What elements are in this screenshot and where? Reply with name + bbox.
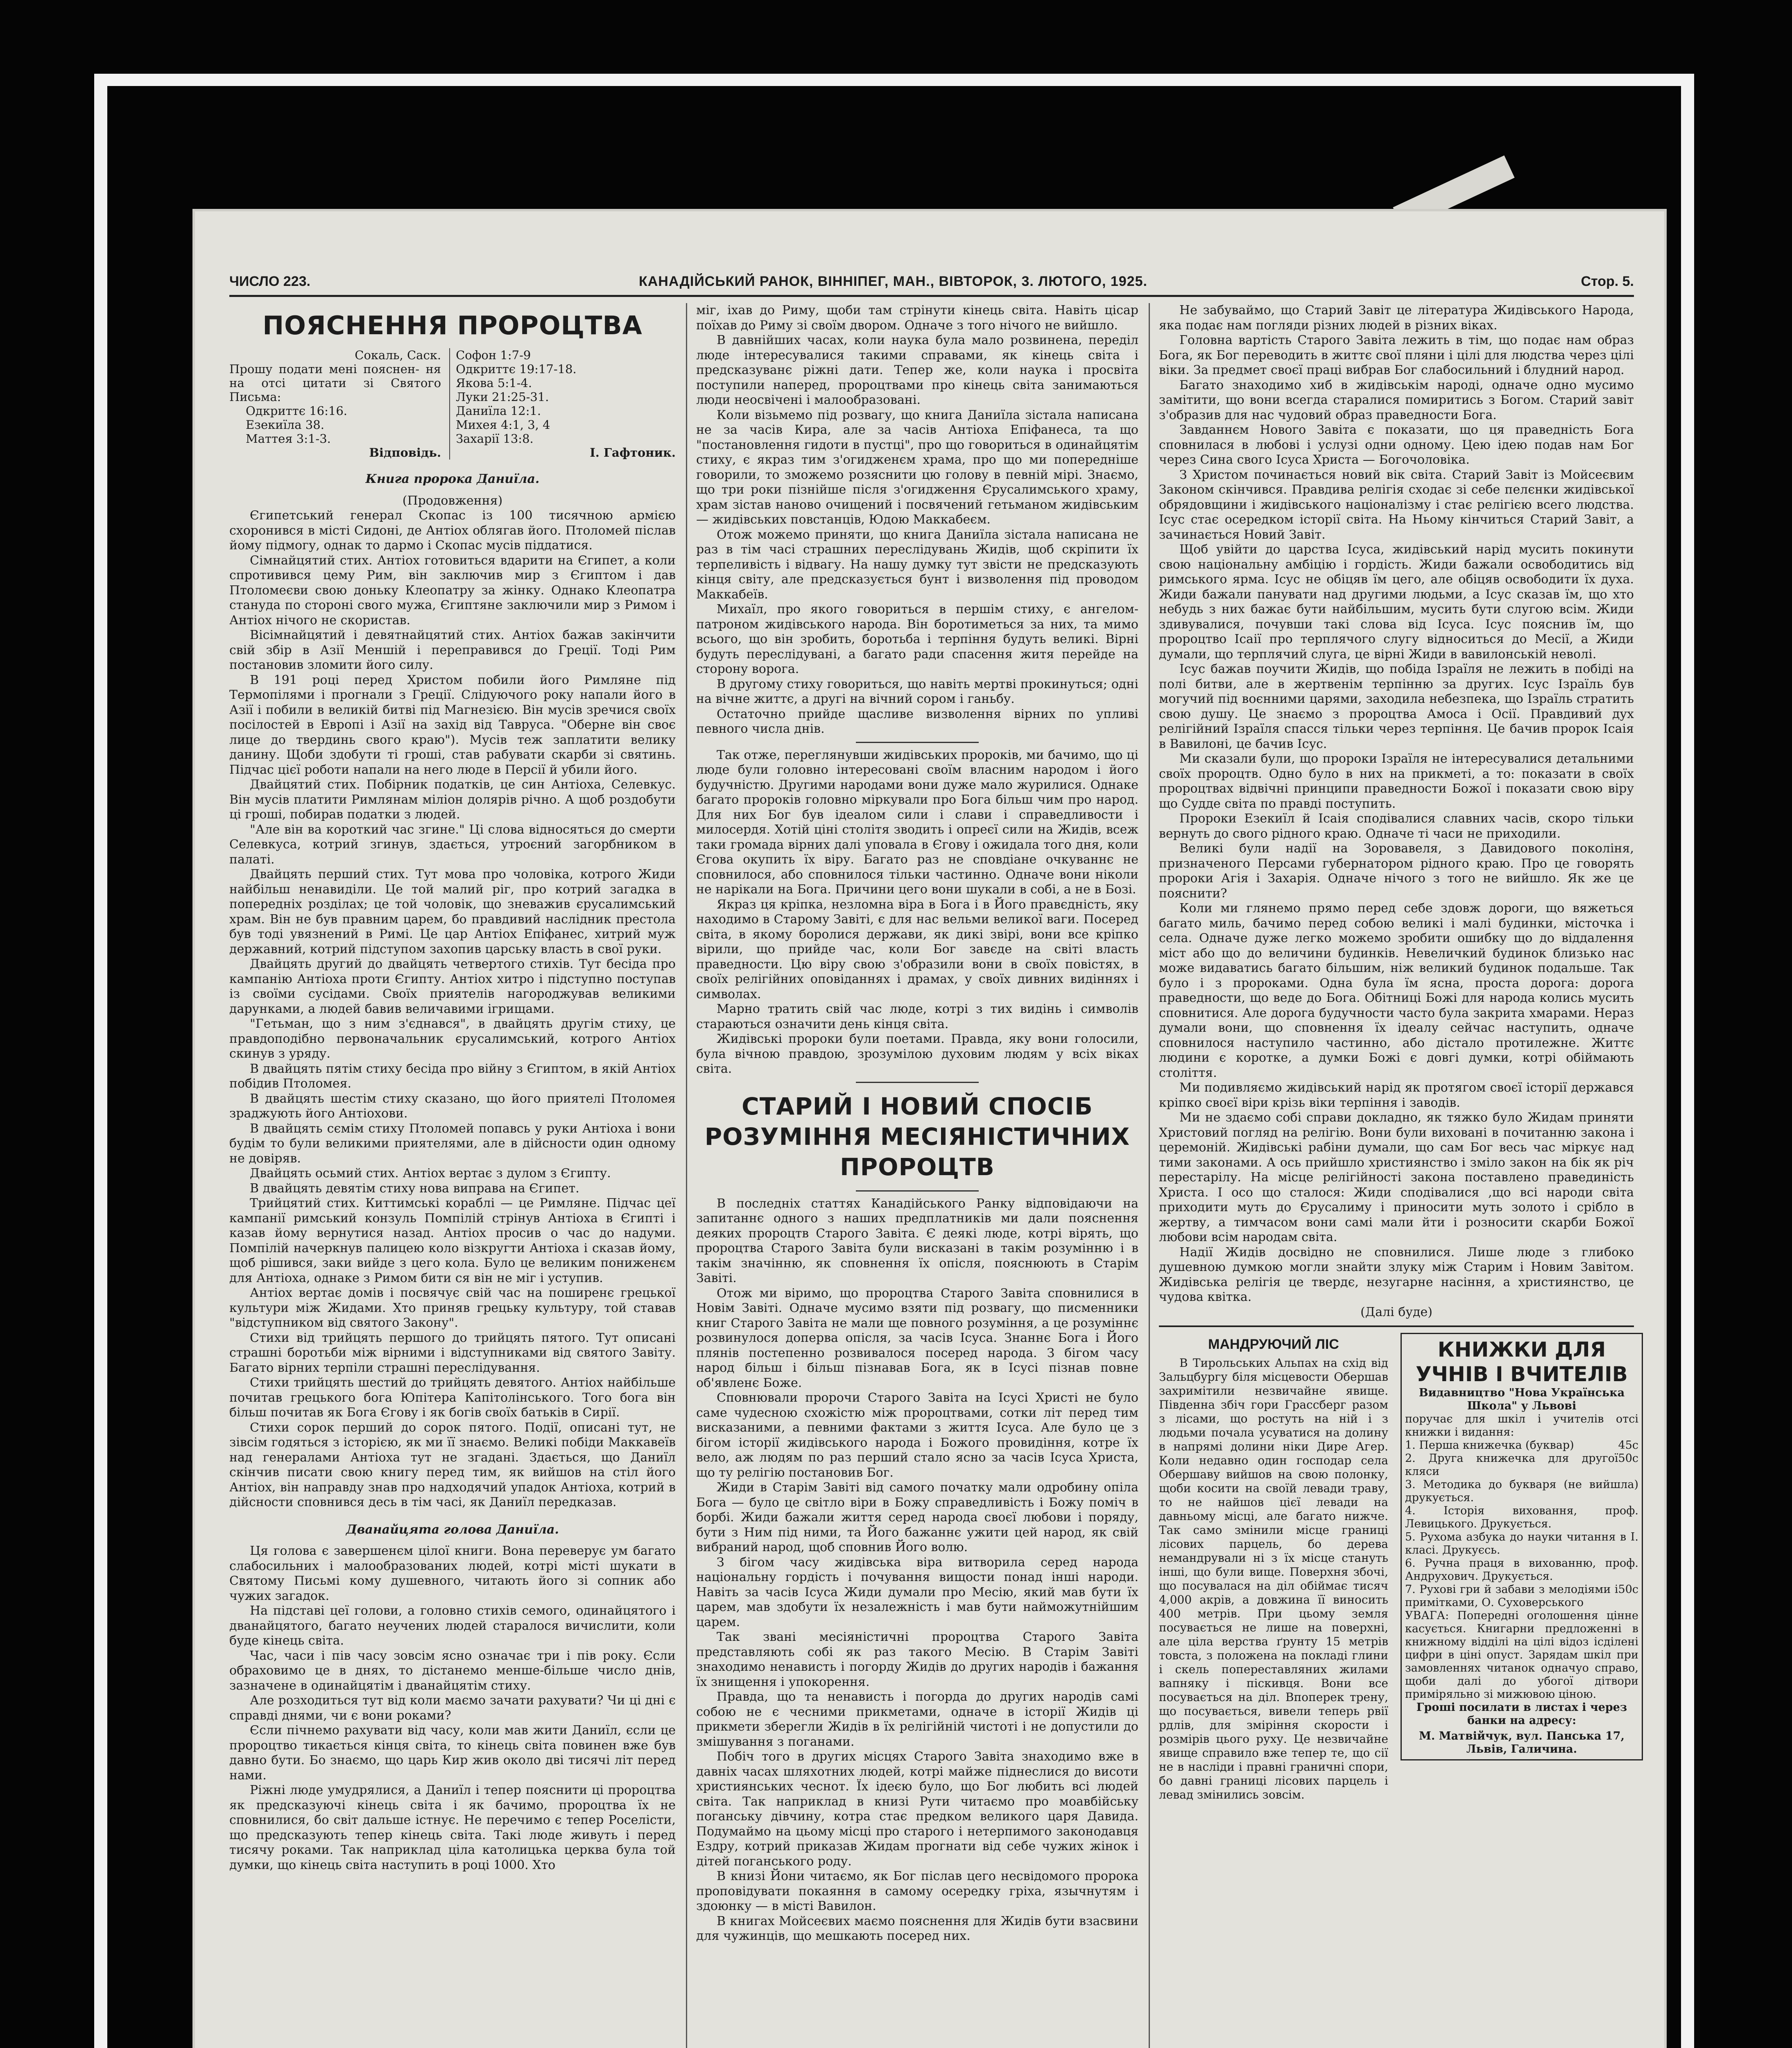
ad-address: М. Матвійчук, вул. Панська 17, Львів, Галичина. xyxy=(1419,1730,1625,1756)
paragraph: Завданнєм Нового Завіта є показати, що ця праведність Бога сповнилася в любові і услузі одни одному. Цею ідею подав нам Бог через Сина свого Ісуса Христа — Богочоловіка. xyxy=(1159,423,1634,467)
section-heading: Дванайцята голова Даниїла. xyxy=(346,1522,559,1537)
paragraph: Трийцятий стих. Киттимські кораблі — це Римляне. Підчас цеї кампанії римський конзуль Помпілій стрінув Антіоха в Єгипті і казав йому вернутися назад. Антіох просив о час до надуми. Помпілій начеркнув палицею коло візкругти Антіоха і сказав йому, щоб рішився, заки вийде з цего кола. Було це великим пониженєм для Антіоха, однаке з Римом бити ся він не міг і уступив. xyxy=(229,1196,676,1285)
masthead xyxy=(229,270,1634,297)
paragraph: Отож можемо приняти, що книга Даниїла зістала написана не раз в тім часі страшних переслідувань Жидів, щоб скріпити їх терпеливість і відвагу. На нашу думку тут звісти не предсказують кінця світу, але предсказується бунт і визволення під проводом Маккабеїв. xyxy=(696,527,1138,602)
ad-item-title: 1. Перша книжечка (буквар) xyxy=(1405,1439,1574,1452)
paragraph: Ми подивляємо жидівський нарід як протягом своєї історії держався кріпко своєї віри крізь віки терпіння і заводів. xyxy=(1159,1081,1634,1110)
column-rule xyxy=(1149,303,1150,2048)
ad-item-price: 50c xyxy=(1618,1452,1638,1465)
ad-note: УВАГА: Попередні оголошення цінне касується. Книгарни предложенні в книжному відділі на цілі відоз ісділені цифри в ціні опуст. Зарядам шкіл при замовленнях читанок одначуо справо, щоби далі до убогої дітвори приміряльно зі мижювою ціною. xyxy=(1405,1609,1638,1701)
paragraph: Не забуваймо, що Старий Завіт це література Жидівського Народа, яка подає нам погляди різних людей в різних віках. xyxy=(1159,303,1634,333)
text-line: Луки 21:25-31. xyxy=(456,390,549,404)
paragraph: Так звані месіяністичні пророцтва Старого Завіта представляють собі як раз такого Месію. В Старім Завіті знаходимо ненависть і погорду Жидів до других народів і бажання їх знищення і упокорення. xyxy=(696,1630,1138,1689)
paragraph: Остаточно прийде щасливе визволення вірних по упливі певного числа днів. xyxy=(696,707,1138,736)
paragraph: Михаїл, про якого говориться в першім стиху, є ангелом-патроном жидівського народа. Він боротиметься за них, та мимо всього, що він зробить, боротьба і терпіння будуть великі. Вірні будуть переслідувані, а багато ради спасення житя перейде на сторону ворога. xyxy=(696,602,1138,676)
paragraph: В другому стиху говориться, що навіть мертві прокинуться; одні на вічне життє, а другі на вічний сором і ганьбу. xyxy=(696,677,1138,706)
text-line: Сокаль, Саск. xyxy=(355,348,441,362)
article-title: СТАРИЙ І НОВИЙ СПОСІБ РОЗУМІННЯ МЕСІЯНІСТИЧНИХ ПРОРОЦТВ xyxy=(704,1092,1130,1181)
ad-item-title: 4. Історія виховання, проф. Левицького. Друкується. xyxy=(1405,1504,1638,1530)
paragraph: Двайцять другий до двайцять четвертого стихів. Тут бесіда про кампанію Антіоха проти Єгипту. Антіох хитро і підступно поступав із своїми сусідами. Своїх приятелів нагороджував великими дарунками, а людей бавив величавими ігрищами. xyxy=(229,957,676,1016)
ad-item-price: 45c xyxy=(1618,1439,1638,1452)
paragraph: Стихи трийцять шестий до трийцять девятого. Антіох найбільше почитав грецького бога Юпітера Капітолінського. Того бога він більш почитав як Бога Єгову і як богів своїх батьків в Сирії. xyxy=(229,1375,676,1420)
paragraph: Антіох вертає домів і посвячує свій час на поширенє грецької культури між Жидами. Хто приняв грецьку культуру, той ставав "відступником від святого Закону". xyxy=(229,1286,676,1330)
paragraph: Ця голова є завершенєм цілої книги. Вона переверує ум багато слабосильних і малообразованих людей, котрі місті шукати в Святому Письмі кому душевного, читають його зі сопник або чужих загадок. xyxy=(229,1544,676,1603)
ad-item xyxy=(1405,1557,1638,1583)
paragraph: Коли ми глянемо прямо перед себе здовж дороги, що вяжеться багато миль, бачимо перед собою великі і малі будинки, місточка і села. Одначе дуже легко можемо зробити ошибку що до віддалення міст або що до величини будинків. Невеличкий будинок близько нас може видаватись багато більшим, ніж великий будинок подальше. Так було і з пророками. Одна була їм ясна, проста дорога: дорога праведности, що веде до Бога. Обітниці Божі для народа колись мусить сповнитися. Але дорога будучности часто була закрита хмарами. Нераз думали вони, що сповнення їх ідеалу сейчас наступить, одначе сповнилося наступило частинно, або дістало протилежне. Життє людини є коротке, а думки Божі є довгі думки, котрі обіймають століття. xyxy=(1159,901,1634,1080)
paragraph: В двайцять шестім стиху сказано, що його приятелі Птоломея зраджують його Антіохови. xyxy=(229,1091,676,1121)
paragraph: "Але він ва короткий час згине." Ці слова відносяться до смерти Селевкуса, котрий згинув, здається, утроєний загорбником в палаті. xyxy=(229,822,676,867)
paragraph: Марно тратить свій час люде, котрі з тих видінь і символів стараються означити день кінця світа. xyxy=(696,1002,1138,1031)
paragraph: Коли візьмемо під розвагу, що книга Даниїла зістала написана не за часів Кира, але за часів Антіоха Епіфанеса, та що "постановлення гидоти в пустці", про що говориться в одинайцятім стиху, є якраз тим з'огидженєм храма, про що ми попередніше говорили, то зможемо розяснити цю голову в певній мірі. Знаємо, що три роки пізнійше після з'огидження Єрусалимського храму, храм зістав наново очищений і посвячений гетьманом жидівським — жидівських повстанців, Юдою Маккабеєм. xyxy=(696,408,1138,527)
separator xyxy=(856,1190,979,1192)
column-3 xyxy=(1159,303,1638,1906)
paragraph: Стихи сорок перший до сорок пятого. Події, описані тут, не зівсім годяться з історією, як ми її знаємо. Великі побіди Маккавеїв над генералами Антіоха тут не згадані. Здається, що Даниїл скінчив писати свою книгу перед тим, як вийшов на стіл його Антіох, він направду знав про надходячий упадок Антіоха, котрий в дійсности сповнився десь в тім часі, як Даниїл передказав. xyxy=(229,1420,676,1509)
paragraph: В Тирольських Альпах на схід від Зальцбургу біля місцевости Обершав захримітили незвичайне явище. Південна збіч гори Грассберг разом з лісами, що ростуть на ній і з людьми почала усуватися на долину в напрямі долини ніки Дире Агер. Коли недавно один господар села Обершаву вийшов на свою полонку, щоби косити на своїй левади траву, то не найшов цієї левади на давньому місці, але багато нижче. Так само змінили місце границі лісових парцель, бо дерева немандрували ні з їх місце стануть інші, що були вище. Поверхня збочі, що посувалася на діл обіймає тисяч 4,000 акрів, а довжина її виносить 400 метрів. При цьому земля посувається не лише на поверхні, але ціла верства ґрунту 15 метрів товста, з положена на покладі глини і скель попереставляних жилами вапняку і піскивця. Вони все посувається на діл. Впоперек трену, що посувається, вивели теперь рвії рдлів, для зміріння скорости і розмірів цього руху. Це незвичайне явище справило вже тепер те, що сії не в насліди і правні граничні спори, бо давні границі лісових парцель і левад змінились зовсім. xyxy=(1159,1356,1388,1801)
article-title: ПОЯСНЕННЯ ПРОРОЦТВА xyxy=(262,310,643,340)
question-box xyxy=(229,348,676,460)
question-left xyxy=(229,348,441,460)
paragraph: Головна вартість Старого Завіта лежить в тім, що подає нам образ Бога, як Бог переводить в життє свої пляни і цілі для людства через цілі віки. За предмет своєї праці вибрав Бог слабосильний і блудний народ. xyxy=(1159,333,1634,377)
separator xyxy=(1159,1325,1634,1327)
ad-item xyxy=(1405,1478,1638,1504)
paragraph: В двайцять пятім стиху бесіда про війну з Єгиптом, в якій Антіох побідив Птоломея. xyxy=(229,1061,676,1091)
paragraph: Великі були надії на Зоровавеля, з Давидового поколіня, призначеного Персами губернатором рідного краю. Про це говорять пророки Агія і Захарія. Одначе нічого з того не вийшло. Як же це пояснити? xyxy=(1159,841,1634,901)
film-frame-right xyxy=(1681,74,1694,2048)
paragraph: Ісус бажав поучити Жидів, що побіда Ізраїля не лежить в побіді на полі битви, але в жертвенім терпінню за других. Ісус Ізраїль був могучий під воєнними царями, заходила небезпека, що Ізраїль стратить свою душу. Це знаємо з пророцтва Амоса і Осії. Правдивий дух релігійний Ізраїля спасся тільки через терпіння. Це бачив пророк Ісаія в Вавилоні, це бачив Ісус. xyxy=(1159,662,1634,751)
text-line: Михея 4:1, 3, 4 xyxy=(456,418,550,432)
ad-item xyxy=(1405,1439,1638,1452)
paragraph: В давнійших часах, коли наука була мало розвинена, переділ люде інтересувалися такими справами, як кінець світа і предсказуванє ріжні дати. Тепер же, коли наука і просвіта поступили наперед, пророцтвами про кінець світа занимаються люди неосвічені і малообразовані. xyxy=(696,333,1138,407)
newspaper-title: КАНАДІЙСЬКИЙ РАНОК, ВІННІПЕГ, МАН., ВІВТОРОК, 3. ЛЮТОГО, 1925. xyxy=(639,274,1147,289)
signature: І. Гафтоник. xyxy=(590,446,676,460)
paragraph: Щоб увійти до царства Ісуса, жидівський нарід мусить покинути свою національну амбіцію і гордість. Жиди бажали освободитись від римського ярма. Ісус не обіцяв їм цего, але обіцяв освободити їх духа. Жиди бажали панувати над другими людьми, а Ісус сказав їм, що хто небудь з них бажає бути найбільшим, мусить бути слугою всім. Жиди здивувалися, почувши такі слова від Ісуса. Ісус пояснив їм, що пророцтво Ісаії про терплячого слугу відноситься до Месії, а Жиди думали, що терплячий слуга, це вірні Жиди в вавилонській неволі. xyxy=(1159,542,1634,662)
paragraph: Ріжні люде умудрялися, а Даниїл і тепер пояснити ці пророцтва як предсказуючі кінець світа і як бачимо, пророцтва їх не сповнилися, бо світ дальше істнує. Не перечимо є тепер Роселісти, що предсказують тепер кінець світа. Такі люде живуть і перед тисячу роками. Так наприклад ціла католицька церква була той думки, що кінець світа наступить в році 1000. Хто xyxy=(229,1783,676,1872)
text-line: Одкриттє 16:16. xyxy=(246,404,347,418)
paragraph: Ми сказали були, що пророки Ізраїля не інтересувалися детальними своїх пророцтв. Одно було в них на прикметі, а то: показати в своїх пророцтвах відвічні принципи праведности Божої і показати свою віру що Судде світа по правді поступить. xyxy=(1159,752,1634,811)
newspaper-page xyxy=(192,209,1667,2048)
paragraph: В 191 році перед Христом побили його Римляне під Термопілями і прогнали з Греції. Слідуючого року напали його в Азії і побили в великій битві під Магнезією. Він мусів зречися своїх посілостей в Европі і Азії на захід від Тавруса. "Оберне він своє лице до твердинь свого краю"). Мусів теж заплатити велику данину. Щоби здобути ті гроші, став рабувати скарби зі святинь. Підчас цієї роботи напали на него люде в Персії й убили його. xyxy=(229,673,676,777)
paragraph: В последніх статтях Канадійського Ранку відповідаючи на запитаннє одного з наших предплатників ми дали пояснення деяких пророцтв Старого Завіта. Є деякі люде, котрі вірять, що пророцтва Старого Завіта були висказані в такім розумінню і в такім значінню, як сповнення їх опісля, пояснюють в Старім Завіті. xyxy=(696,1196,1138,1285)
paragraph: Сімнайцятий стих. Антіох готовиться вдарити на Єгипет, а коли спротивився цему Рим, він заключив мир з Єгиптом і дав Птоломеєви свою доньку Клеопатру за жінку. Однако Клеопатра стануда по стороні свого мужа, Єгиптяне заключили мир з Римом і Антіох нічого не скористав. xyxy=(229,553,676,628)
paragraph: Жидівські пророки були поетами. Правда, яку вони голосили, була вічною правдою, зрозумілою духовим людям у всіх віках світа. xyxy=(696,1032,1138,1076)
paragraph: Але розходиться тут від коли маємо зачати рахувати? Чи ці дні є справді днями, чи є вони роками? xyxy=(229,1693,676,1723)
wandering-forest-article xyxy=(1159,1333,1388,1802)
paragraph: Побіч того в других місцях Старого Завіта знаходимо вже в давніх часах шляхотних людей, котрі майже піднеслися до висоти християнських чеснот. Їх ідеєю було, що Бог любить всі людей світа. Так наприклад в книзі Рути читаємо про моавбійську поганську дівчину, котра стає предком великого царя Давида. Подумаймо на цьому місці про старого і нетерпимого законодавця Ездру, котрий приказав Жидам прогнати від себе чужих жінок і дітей поганського роду. xyxy=(696,1749,1138,1869)
ad-item-title: 2. Друга книжечка для другої кляси xyxy=(1405,1452,1618,1478)
paragraph: Якраз ця кріпка, незломна віра в Бога і в Його правєдність, яку находимо в Старому Завіті, є для нас вельми великої ваги. Посеред світа, в якому боролися держави, як дикі звірі, вони все кріпко вірили, що прийде час, коли Бог завєде на світі власть праведности. Цю віру свою з'образили вони в своїх повістях, в своїх релігійних оповіданнях і драмах, у своїх дивних видіннях і символах. xyxy=(696,897,1138,1001)
paragraph: Пророки Езекиїл й Ісаія сподівалися славних часів, скоро тільки вернуть до свого рідного краю. Одначе ті часи не приходили. xyxy=(1159,811,1634,841)
text-line: Одкриттє 19:17-18. xyxy=(456,362,577,376)
page-number: Стор. 5. xyxy=(1581,274,1634,289)
article-title: МАНДРУЮЧИЙ ЛІС xyxy=(1208,1337,1339,1352)
text-line: Маттея 3:1-3. xyxy=(246,432,331,446)
separator xyxy=(856,1082,979,1083)
reply-label: Відповідь. xyxy=(369,446,441,460)
paragraph: Сповнювали пророчи Старого Завіта на Ісусі Христі не було саме чудесною схожістю між пророцтвами, сотки літ перед тим висказаними, а певними фактами з життя Ісуса. Але було це з бігом історії жидівського народа і Божого провидіння, котре їх вело, аж людям по раз перший стало ясно за часів Ісуса Христа, що ту релігію постановив Бог. xyxy=(696,1391,1138,1480)
paragraph: В книгах Мойсеєвих маємо пояснення для Жидів бути взасвини для чужинців, що мешкають посеред них. xyxy=(696,1914,1138,1943)
ad-item-title: 6. Ручна праця в вихованню, проф. Андрухович. Друкується. xyxy=(1405,1557,1638,1583)
text-line: Езекиїла 38. xyxy=(246,418,324,432)
ad-item xyxy=(1405,1504,1638,1531)
paragraph: Двайцятий стих. Побірник податків, це син Антіоха, Селевкус. Він мусів платити Римлянам міліон долярів річно. А щоб роздобути ці гроші, побирав податки з людей. xyxy=(229,777,676,822)
paragraph: З Христом починається новий вік світа. Старий Завіт із Мойсеєвим Законом скінчився. Правдива релігія сходає зі себе пелєнки жидівської обрядовщини і жидівського націоналізму і стає релігією всего людства. Ісус стає осередком історії світа. На Ньому кінчиться Старий Завіт, а зачинається Новий Завіт. xyxy=(1159,467,1634,542)
paragraph: В книзі Йони читаємо, як Бог післав цего несвідомого пророка проповідувати покаяння в самому осередку гріха, язычнутям і здоюнку — в місті Вавилон. xyxy=(696,1869,1138,1913)
ad-title: КНИЖКИ ДЛЯ УЧНІВ І ВЧИТЕЛІВ xyxy=(1416,1338,1628,1386)
paragraph: Багато знаходимо хиб в жидівськім народі, одначе одно мусимо замітити, що вони всегда старалися помиритись з Богом. Старий завіт з'образив для нас чудовий образ праведности Бога. xyxy=(1159,378,1634,422)
separator xyxy=(856,742,979,743)
paragraph: На підставі цеї голови, а головно стихів семого, одинайцятого і дванайцятого, багато неучених людей старалося вичислити, коли буде кінець світа. xyxy=(229,1604,676,1648)
paragraph: Жиди в Старім Завіті від самого початку мали одробину опіла Бога — було це світло віри в Божу справедливість і Божу поміч в борбі. Жиди бажали життя серед народа своєї любови і поряду, бути з Ним під ними, та Його бажаннє ужити цей народ, як свій вибраний народ, щоб сповнив Його волю. xyxy=(696,1480,1138,1554)
paragraph: З бігом часу жидівська віра витворила серед народа національну гордість і почування вищости понад інші народи. Навіть за часів Ісуса Жиди думали про Месію, який мав бути їх царем, мав здобути їх незалежність і мав бути найможутнійшим царем. xyxy=(696,1555,1138,1629)
film-frame-left xyxy=(94,74,107,2048)
question-right xyxy=(449,348,676,460)
ad-money-note: Гроші посилати в листах і через банки на адресу: xyxy=(1416,1701,1627,1727)
continued-label: (Продовження) xyxy=(402,493,503,508)
paragraph: "Гетьман, що з ним з'єднався", в двайцять другім стиху, це правдоподібно первоначальник єрусалимський, котрого Антіох скинув з уряду. xyxy=(229,1017,676,1061)
ad-item xyxy=(1405,1531,1638,1557)
text-line: Прошу подати мені пояснен- ня на отсі цитати зі Святого Письма: xyxy=(229,362,441,404)
text-line: Якова 5:1-4. xyxy=(456,376,532,390)
text-line: Даниїла 12:1. xyxy=(456,404,541,418)
paragraph: Стихи від трийцять першого до трийцять пятого. Тут описані страшні боротьби між вірними і відступниками від святого Завіту. Багато вірних терпіли страшні переслідування. xyxy=(229,1330,676,1375)
bottom-section xyxy=(1159,1333,1638,1906)
ad-publisher: Видавництво "Нова Українська Школа" у Львові xyxy=(1419,1386,1625,1412)
paragraph: Вісімнайцятий і девятнайцятий стих. Антіох бажав закінчити свій збір в Азії Меншій і переправився до Греції. Тоді Рим постановив зломити його силу. xyxy=(229,628,676,672)
column-2 xyxy=(696,303,1138,1944)
issue-number: ЧИСЛО 223. xyxy=(229,274,310,289)
ad-intro: поручає для шкіл і учителів отсі книжки і видання: xyxy=(1405,1413,1638,1439)
ad-item xyxy=(1405,1583,1638,1609)
paragraph: Єсли пічнемо рахувати від часу, коли мав жити Даниїл, єсли це пророцтво тикається кінця світа, то кінець світа повинен вже був давно бути. Бо знаємо, що царь Кир жив около дві тисячі літ перед нами. xyxy=(229,1723,676,1783)
ad-item-title: 7. Рухові гри й забави з мелодіями і примітками, О. Суховерського xyxy=(1405,1583,1618,1609)
paragraph: Двайцять перший стих. Тут мова про чоловіка, котрого Жиди найбільш ненавиділи. Це той малий ріг, про котрий загадка в попередніх розділах; це той чоловік, що зневажив єрусалимський храм. Він не був правним царем, бо правдивий наслідник престола був тоді увязнений в Римі. Це цар Антіох Епіфанес, хитрий муж державний, котрий підступом захопив царську власть в свої руки. xyxy=(229,867,676,956)
paragraph: Ми не здаємо собі справи докладно, як тяжко було Жидам приняти Христовий погляд на релігію. Вони були виховані в почитанню закона і церемоній. Жидівські рабіни думали, що сам Бог весь час міркує над тими законами. А ось прийшло християнство і зміло закон на бік як річ перестарілу. На місце релігійності закона поставлено правединість Христа. І осо що сталося: Жиди сподівалися ,що всі народи світа приходити муть до Єрусалиму і приносити муть золото і срібло в жертву, а тимчасом вони самі мали йти і розносити скарби Божої любови всім народам світа. xyxy=(1159,1110,1634,1244)
paragraph: В двайцять сємім стиху Птоломей попавсь у руки Антіоха і вони будім то були великими приятелями, але в дійсности один одному не довіряв. xyxy=(229,1121,676,1166)
paragraph: Двайцять осьмий стих. Антіох вертає з дулом з Єгипту. xyxy=(250,1166,611,1180)
paragraph: Отож ми віримо, що пророцтва Старого Завіта сповнилися в Новім Завіті. Одначе мусимо взяти під розвагу, що писменники книг Старого Завіта не мали ще повного розуміння, а це розуміннє розвинулося доперва опісля, за часів Ісуса. Знаннє Бога і Його плянів постепенно розвивалося посеред народа. З бігом часу народ більш і більш пізнавав Бога, як в Ісусі пізнав повне об'явленє Боже. xyxy=(696,1286,1138,1390)
ad-item-title: 5. Рухома азбука до науки читання в І. класі. Друкуєсь. xyxy=(1405,1531,1638,1556)
film-frame-top xyxy=(94,74,1694,86)
continued-label: (Далі буде) xyxy=(1360,1305,1432,1319)
paragraph: міг, іхав до Риму, щоби там стрінути кінець світа. Навіть цісар поїхав до Риму зі своїм двором. Одначе з того нічого не вийшло. xyxy=(696,303,1138,333)
ad-item xyxy=(1405,1452,1638,1478)
column-rule xyxy=(686,303,687,2048)
books-advertisement xyxy=(1401,1333,1643,1760)
section-heading: Книга пророка Даниїла. xyxy=(365,472,540,486)
ad-item-price: 50c xyxy=(1618,1583,1638,1596)
paragraph: Правда, що та ненависть і погорда до других народів самі собою не є чесними прикметами, одначе в історії Жидів ці прикмети зберегли Жидів в їх релігійній чистоті і не допустили до змішування з поганами. xyxy=(696,1690,1138,1749)
ad-item-title: 3. Методика до букваря (не вийшла) друкується. xyxy=(1405,1478,1638,1504)
paragraph: Так отже, переглянувши жидівських пророків, ми бачимо, що ці люде були головно інтересовані своїм власним народом і його будучністю. Другими народами вони дуже мало журилися. Однаке багато пророків головно міркували про Бога більш чим про народ. Для них Бог був ідеалом сили і слави і справедливости і милосердя. Хотій ціні столітя зводить і опреєї сили на Жидів, всеж таки громада вірних далі уповала в Єгову і ожидала того дня, коли Єгова окупить їх віру. Багато раз не сповдіане очкуваннє не сповнилося, або сповнилося тільки частинно. Одначе вони ніколи не нарікали на Бога. Причини цего вони шукали в собі, а не в Бозі. xyxy=(696,748,1138,897)
paragraph: В двайцять девятім стиху нова виправа на Єгипет. xyxy=(250,1181,579,1196)
column-1 xyxy=(229,303,676,1873)
text-line: Захарії 13:8. xyxy=(456,432,534,446)
text-line: Софон 1:7-9 xyxy=(456,348,531,362)
paragraph: Єгипетський генерал Скопас із 100 тисячною армією схоронився в місті Сидоні, де Антіох облягав його. Птоломей післав йому підмогу, однак то дармо і Скопас мусів піддатися. xyxy=(229,508,676,553)
paragraph: Надії Жидів досвідно не сповнилися. Лише люде з глибоко душевною думкою могли знайти злуку між Старим і Новим Завітом. Жидівська релігія це твердє, незугарне насіння, а християнство, це чудова квітка. xyxy=(1159,1245,1634,1304)
paragraph: Час, часи і пів часу зовсім ясно означає три і пів року. Єсли обраховимо це в днях, то дістанемо менше-більше число днів, зазначене в одинайцятім і дванайцятім стиху. xyxy=(229,1648,676,1693)
